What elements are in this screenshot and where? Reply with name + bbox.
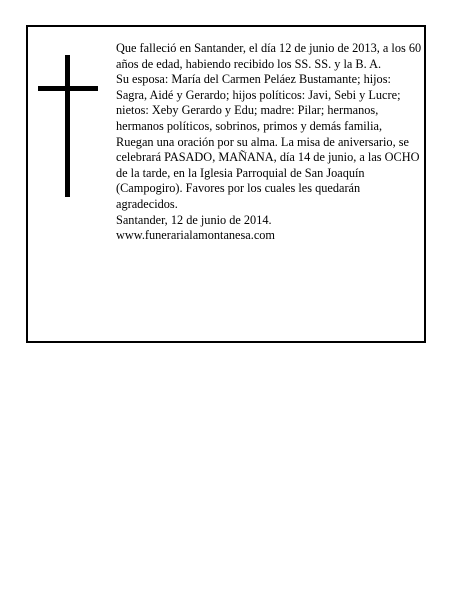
- cross-horizontal-bar: [38, 86, 98, 91]
- notice-text: [116, 41, 422, 244]
- funeral-home-website: www.funerarialamontanesa.com: [116, 228, 275, 243]
- mass-announcement: Ruegan una oración por su alma. La misa de aniversario, se celebrará PASADO, MAÑANA, día 14 de junio, a las OCHO de la tarde, en la Iglesia Parroquial de San Joaquín (Campogiro). Favores por los cuales les quedarán agradecidos.: [116, 134, 420, 211]
- cross-vertical-bar: [65, 55, 70, 197]
- obituary-notice: [26, 25, 426, 343]
- death-announcement: Que falleció en Santander, el día 12 de junio de 2013, a los 60 años de edad, habiendo recibido los SS. SS. y la B. A.: [116, 41, 422, 71]
- cross-icon: [38, 55, 98, 197]
- family-list: Su esposa: María del Carmen Peláez Bustamante; hijos: Sagra, Aidé y Gerardo; hijos políticos: Javi, Sebi y Lucre; nietos: Xeby Gerardo y Edu; madre: Pilar; hermanos, hermanos políticos, sobrinos, primos y demás familia,: [116, 72, 401, 133]
- place-date: Santander, 12 de junio de 2014.: [116, 212, 272, 227]
